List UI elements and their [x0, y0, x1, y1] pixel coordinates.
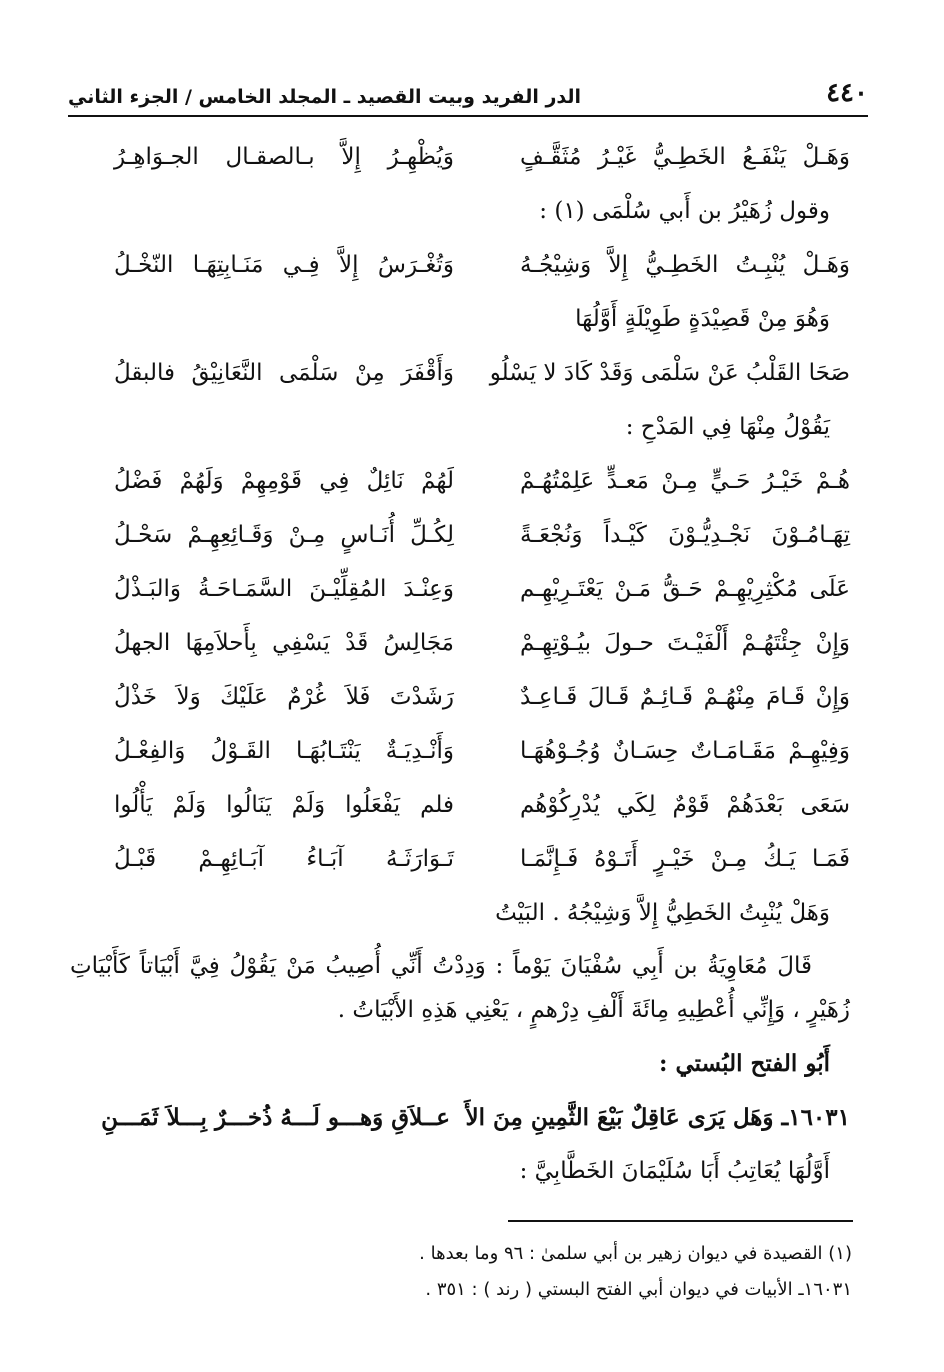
- page-number: ٤٤٠: [826, 78, 868, 108]
- verse-line: [70, 778, 850, 832]
- verse-second-hemistich: لِكُـلِّ أُنَـاسٍ مِـنْ وَقَـائِعِهِـمْ سَحْـلُ: [114, 522, 454, 548]
- verse-line: [70, 724, 850, 778]
- numbered-verse-line: [70, 1090, 850, 1144]
- verse-line: [70, 562, 850, 616]
- verse-line: [70, 130, 850, 184]
- verse-second-hemistich: عــلاَقِ وَهـــو لَـــهُ ذُخـــرٌ بِـــلاَ ثَمَـــنِ: [101, 1103, 450, 1131]
- verse-first-hemistich: وَإِنْ جِئْتَهُـمْ أَلْفَيْـتَ حـولَ بيُـوْتِهِـمْ: [520, 630, 850, 656]
- verse-second-hemistich: وَأَقْفَرَ مِنْ سَلْمَى النَّعَانِيْقُ فالبقلُ: [114, 360, 454, 386]
- verse-line: [70, 670, 850, 724]
- verse-line: [70, 508, 850, 562]
- verse-second-hemistich: وَيُظْهِـرُ إِلاَّ بـالصقـال الجـوَاهِـرُ: [114, 144, 454, 170]
- verse-first-hemistich: وَإِنْ قَـامَ مِنْهُـمْ قَـائِـمٌ قَـالَ قَـاعِـدٌ: [520, 684, 850, 710]
- header-title: الدر الفريد وبيت القصيد ـ المجلد الخامس / الجزء الثاني: [68, 86, 582, 108]
- verse-line: [70, 346, 850, 400]
- footnotes: [300, 1236, 852, 1308]
- verse-line: [70, 238, 850, 292]
- prose-paragraph: قَالَ مُعَاوِيَةُ بن أَبِي سُفْيَانَ يَوْماً : وَدِدْتُ أَنِّي أُصِيبُ مَنْ يَقُوْلُ فِيَّ أَبْيَاتاً كَأَبْيَاتِ زُهَيْرٍ ، وَإِنِّي أُعْطِيهِ مِائَةَ أَلْفِ دِرْهمٍ ، يَعْنِي هَذِهِ الأَبْيَاتُ .: [70, 953, 850, 1023]
- verse-first-hemistich: صَحَا القَلْبُ عَنْ سَلْمَى وَقَدْ كَادَ لا يَسْلُو: [489, 360, 850, 386]
- verse-second-hemistich: فلم يَفْعَلُوا وَلَمْ يَنَالُوا وَلَمْ يَأْلُوا: [114, 792, 454, 818]
- verse-first-hemistich: هُـمْ خَيْـرُ حَـيٍّ مِـنْ مَعـدٍّ عَلِمْتُهُـمْ: [520, 468, 850, 494]
- intro-zuhair: وقول زُهَيْرُ بن أَبي سُلْمَى (١) :: [539, 198, 830, 224]
- note-praise: يَقُوْلُ مِنْهَا فِي المَدْحِ :: [625, 414, 830, 440]
- verse-second-hemistich: وَعِنْـدَ المُقِلِّيْـنَ السَّمَـاحَـةُ وَالبَـذْلُ: [114, 576, 454, 602]
- header-rule: [68, 115, 868, 117]
- verse-first-hemistich: وَفِيْهِـمْ مَقَـامَـاتٌ حِسَـانٌ وُجُـوْهُهَـا: [520, 738, 850, 764]
- verse-line: [70, 616, 850, 670]
- footnote-rule: [508, 1220, 853, 1222]
- main-text: [70, 130, 850, 1198]
- running-header: [68, 62, 868, 108]
- verse-second-hemistich: وَأَنْـدِيَـةٌ يَنْتَـابُهَـا القَـوْلُ وَالفِعْـلُ: [114, 738, 454, 764]
- note-poem-start: وَهُوَ مِنْ قَصِيْدَةٍ طَوِيْلَةٍ أَوَّلُهَا: [575, 306, 830, 332]
- verse-first-hemistich: ١٦٠٣١ـ وَهَل يَرَى عَاقِلٌ بَيْعَ الثَّمِينِ مِنَ الأَ: [465, 1103, 850, 1131]
- verse-line: [70, 832, 850, 886]
- verse-first-hemistich: وَهَـلْ يَنْفَـعُ الخَطِـيُّ غَيْـرُ مُثَقَّـفٍ: [520, 144, 850, 170]
- verse-second-hemistich: رَشَدْتَ فَلاَ غُرْمٌ عَلَيْكَ وَلاَ خَذْلُ: [114, 684, 454, 710]
- verse-first-hemistich: سَعَى بَعْدَهُمْ قَوْمٌ لِكَي يُدْرِكُوْهُم: [520, 792, 850, 818]
- verse-second-hemistich: وَتُغْـرَسُ إِلاَّ فِـي مَنَـابِتِهَـا النّخْـلُ: [114, 252, 454, 278]
- footnote-item: (١) القصيدة في ديوان زهير بن أبي سلمىٰ : ٩٦ وما بعدها .: [419, 1243, 852, 1264]
- verse-second-hemistich: لَهُمْ نَائِلٌ فِي قَوْمِهِمْ وَلَهُمْ فَضْلُ: [114, 468, 454, 494]
- verse-first-hemistich: تِهَـامُـوْنَ نَجْـدِيُّـوْنَ كَيْـداً وَنُجْعَـةً: [520, 522, 850, 548]
- verse-first-hemistich: عَلَى مُكْثِرِيْهِـمْ حَـقُّ مَـنْ يَعْتَـرِيْهِـم: [520, 576, 850, 602]
- verse-second-hemistich: مَجَالِسُ قَدْ يَسْفِي بِأَحلاَمِهَا الجهلُ: [114, 630, 454, 656]
- verse-first-hemistich: فَمَـا يَـكُ مِـنْ خَيْـرٍ أَتَـوْهُ فَـإِنَّمَـا: [520, 846, 850, 872]
- verse-second-hemistich: تَـوَارَثَـهُ آبَـاءُ آبَـائِهِـمْ قَبْـلُ: [114, 846, 454, 872]
- note-khattabi: أَوَّلُهَا يُعَاتِبُ أَبَا سُلَيْمَانَ الخَطَّابِيَّ :: [519, 1158, 830, 1184]
- verse-line: [70, 454, 850, 508]
- note-repeat-verse: وَهَلْ يُنْبِتُ الخَطِيُّ إِلاَّ وَشِيْجُهُ . البَيْتُ: [495, 900, 830, 926]
- footnote-item: ١٦٠٣١ـ الأبيات في ديوان أبي الفتح البستي ( رند ) : ٣٥١ .: [425, 1279, 852, 1300]
- poet-heading: أَبُو الفتح البُستي :: [659, 1049, 830, 1077]
- verse-first-hemistich: وَهَـلْ يُنْبِـتُ الخَطِـيُّ إِلاَّ وَشِيْجُـهُ: [520, 252, 850, 278]
